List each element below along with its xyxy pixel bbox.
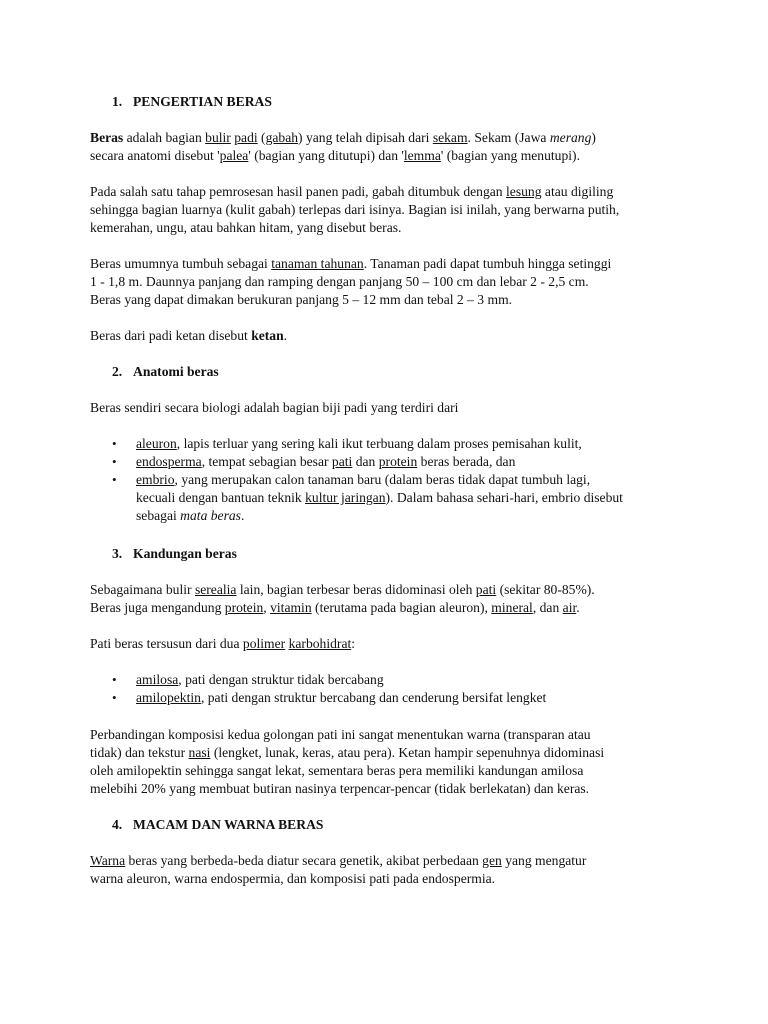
text: 1 - 1,8 m. Daunnya panjang dan ramping dengan panjang 50 – 100 cm dan lebar 2 - 2,5 cm.	[90, 274, 589, 289]
text: beras yang berbeda-beda diatur secara genetik, akibat perbedaan	[125, 853, 483, 868]
text: yang mengatur	[501, 853, 587, 868]
link-polimer[interactable]: polimer	[242, 636, 286, 651]
link-lemma[interactable]: lemma	[403, 148, 441, 163]
anatomy-list	[90, 435, 690, 525]
text: Pada salah satu tahap pemrosesan hasil panen padi, gabah ditumbuk dengan	[90, 184, 507, 199]
text: dan	[352, 454, 379, 469]
text: Beras dari padi ketan disebut	[90, 328, 252, 343]
section-number: 2.	[112, 364, 123, 379]
link-serealia[interactable]: serealia	[194, 582, 237, 597]
text: Beras sendiri secara biologi adalah bagian biji padi yang terdiri dari	[90, 400, 459, 415]
link-warna[interactable]: Warna	[90, 853, 126, 868]
section-title: Kandungan beras	[133, 546, 237, 561]
link-palea[interactable]: palea	[219, 148, 249, 163]
text: . Tanaman padi dapat tumbuh hingga setinggi	[363, 256, 612, 271]
text: oleh amilopektin sehingga sangat lekat, sementara beras pera memiliki kandungan amilosa	[90, 763, 584, 778]
link-tanaman-tahunan[interactable]: tanaman tahunan	[271, 256, 364, 271]
link-padi[interactable]: padi	[234, 130, 258, 145]
paragraph-definition	[90, 129, 690, 165]
section-3-heading	[90, 545, 237, 563]
section-title: Anatomi beras	[133, 364, 219, 379]
text: sebagai	[136, 508, 181, 523]
link-aleuron[interactable]: aleuron	[136, 436, 177, 451]
section-2-heading	[90, 363, 219, 381]
text: .	[240, 508, 245, 523]
text: Sebagaimana bulir	[90, 582, 195, 597]
text: , lapis terluar yang sering kali ikut terbuang dalam proses pemisahan kulit,	[176, 436, 582, 451]
paragraph-growth	[90, 255, 690, 309]
section-number: 3.	[112, 546, 123, 561]
section-number: 4.	[112, 817, 123, 832]
section-title: MACAM DAN WARNA BERAS	[133, 817, 324, 832]
starch-list	[90, 671, 690, 707]
text: kecuali dengan bantuan teknik	[136, 490, 306, 505]
paragraph-starch	[90, 635, 690, 653]
text: Beras yang dapat dimakan berukuran panjang 5 – 12 mm dan tebal 2 – 3 mm.	[90, 292, 513, 307]
text: melebihi 20% yang membuat butiran nasinya terpencar-pencar (tidak berlekatan) dan keras.	[90, 781, 590, 796]
link-endosperma[interactable]: endosperma	[136, 454, 202, 469]
list-item	[90, 453, 690, 471]
text: :	[351, 636, 356, 651]
text: , pati dengan struktur tidak bercabang	[178, 672, 384, 687]
link-kultur-jaringan[interactable]: kultur jaringan	[305, 490, 386, 505]
link-air[interactable]: air	[562, 600, 577, 615]
link-gen[interactable]: gen	[482, 853, 502, 868]
text: (lengket, lunak, keras, atau pera). Ketan hampir sepenuhnya didominasi	[210, 745, 605, 760]
text: tidak) dan tekstur	[90, 745, 189, 760]
list-item	[90, 671, 690, 689]
text: , pati dengan struktur bercabang dan cenderung bersifat lengket	[200, 690, 547, 705]
section-1-heading	[90, 93, 272, 111]
text: . Sekam (Jawa	[467, 130, 550, 145]
text: ) yang telah dipisah dari	[298, 130, 433, 145]
list-item	[90, 471, 690, 525]
text: Pati beras tersusun dari dua	[90, 636, 243, 651]
italic-term: merang	[549, 130, 592, 145]
text: warna aleuron, warna endospermia, dan komposisi pati pada endospermia.	[90, 871, 496, 886]
link-amilosa[interactable]: amilosa	[136, 672, 179, 687]
section-title: PENGERTIAN BERAS	[133, 94, 272, 109]
link-bulir[interactable]: bulir	[205, 130, 231, 145]
link-mineral[interactable]: mineral	[491, 600, 533, 615]
link-nasi[interactable]: nasi	[188, 745, 211, 760]
text: (sekitar 80-85%).	[496, 582, 595, 597]
list-item	[90, 689, 690, 707]
text: Beras umumnya tumbuh sebagai	[90, 256, 272, 271]
paragraph-processing	[90, 183, 690, 237]
section-number: 1.	[112, 94, 123, 109]
text: secara anatomi disebut '	[90, 148, 220, 163]
text: .	[576, 600, 580, 615]
text: (	[257, 130, 266, 145]
text: atau digiling	[541, 184, 614, 199]
text: , tempat sebagian besar	[201, 454, 332, 469]
bold-term: ketan	[251, 328, 284, 343]
paragraph-composition	[90, 726, 690, 798]
text: adalah bagian	[123, 130, 206, 145]
paragraph-color	[90, 852, 690, 888]
text: , yang merupakan calon tanaman baru (dalam beras tidak dapat tumbuh lagi,	[174, 472, 591, 487]
text: ' (bagian yang ditutupi) dan '	[248, 148, 404, 163]
paragraph-ketan	[90, 327, 690, 345]
paragraph-content	[90, 581, 690, 617]
text: Perbandingan komposisi kedua golongan pati ini sangat menentukan warna (transparan atau	[90, 727, 591, 742]
link-amilopektin[interactable]: amilopektin	[136, 690, 201, 705]
text: sehingga bagian luarnya (kulit gabah) terlepas dari isinya. Bagian isi inilah, yang berwarna putih,	[90, 202, 620, 217]
link-protein[interactable]: protein	[224, 600, 264, 615]
link-lesung[interactable]: lesung	[506, 184, 542, 199]
text: ,	[263, 600, 271, 615]
text: lain, bagian terbesar beras didominasi oleh	[236, 582, 476, 597]
section-4-heading	[90, 816, 323, 834]
link-pati[interactable]: pati	[331, 454, 353, 469]
paragraph-anatomy-intro	[90, 399, 690, 417]
list-item	[90, 435, 690, 453]
link-sekam[interactable]: sekam	[432, 130, 468, 145]
link-embrio[interactable]: embrio	[136, 472, 175, 487]
text: ' (bagian yang menutupi).	[440, 148, 580, 163]
text: Beras juga mengandung	[90, 600, 225, 615]
link-gabah[interactable]: gabah	[265, 130, 299, 145]
text: , dan	[532, 600, 563, 615]
text: ). Dalam bahasa sehari-hari, embrio disebut	[385, 490, 623, 505]
bold-term: Beras	[90, 130, 124, 145]
text: )	[591, 130, 596, 145]
text: kemerahan, ungu, atau bahkan hitam, yang disebut beras.	[90, 220, 402, 235]
link-karbohidrat[interactable]: karbohidrat	[288, 636, 352, 651]
link-protein[interactable]: protein	[378, 454, 418, 469]
italic-term: mata beras	[180, 508, 241, 523]
link-pati[interactable]: pati	[475, 582, 497, 597]
text: (terutama pada bagian aleuron),	[311, 600, 492, 615]
text: .	[283, 328, 288, 343]
text: beras berada, dan	[417, 454, 516, 469]
link-vitamin[interactable]: vitamin	[270, 600, 312, 615]
